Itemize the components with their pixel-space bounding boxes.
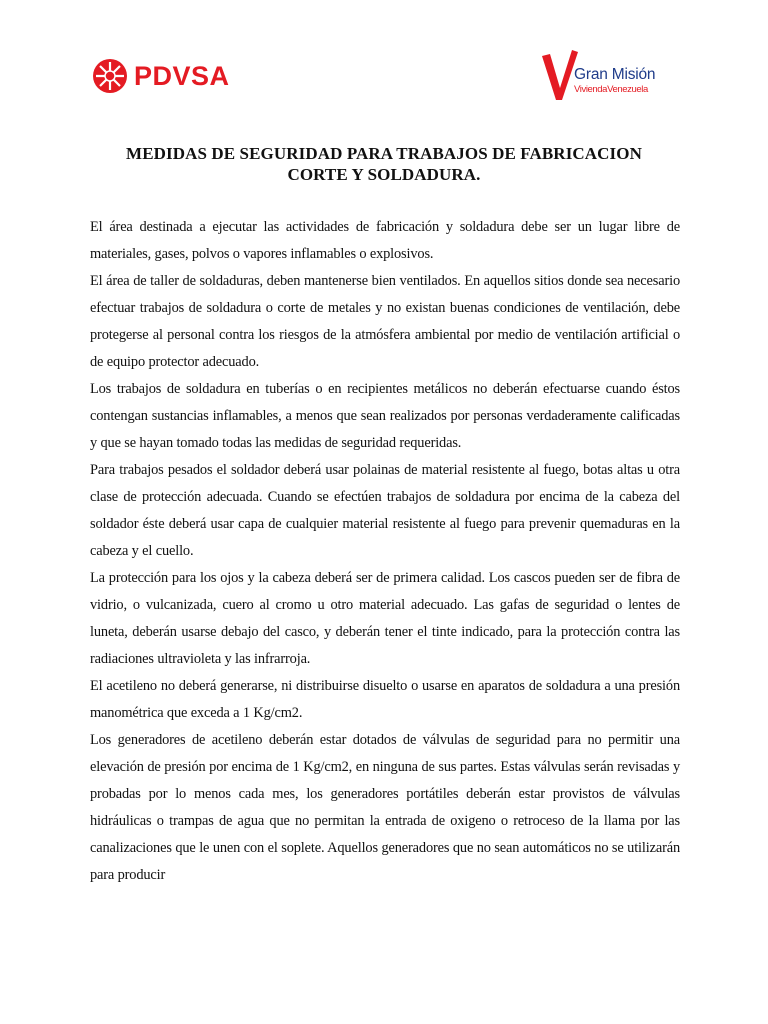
paragraph-2: El área de taller de soldaduras, deben mantenerse bien ventilados. En aquellos sitios donde sea necesario efectuar trabajos de soldadura o corte de metales y no existan buenas condiciones de ventilación, debe protegerse al personal contra los riesgos de la atmósfera ambiental por medio de ventilación artificial o de equipo protector adecuado. <box>90 273 680 370</box>
document-body <box>90 214 680 889</box>
paragraph-6: El acetileno no deberá generarse, ni distribuirse disuelto o usarse en aparatos de soldadura a una presión manométrica que exceda a 1 Kg/cm2. <box>90 678 680 721</box>
gran-mision-title: Gran Misión <box>574 66 656 83</box>
paragraph-1: El área destinada a ejecutar las actividades de fabricación y soldadura debe ser un lugar libre de materiales, gases, polvos o vapores inflamables o explosivos. <box>90 219 680 262</box>
paragraph-4: Para trabajos pesados el soldador deberá usar polainas de material resistente al fuego, botas altas u otra clase de protección adecuada. Cuando se efectúen trabajos de soldadura por encima de la cabeza del soldador éste deberá usar capa de cualquier material resistente al fuego para prevenir quemaduras en la cabeza y el cuello. <box>90 462 680 559</box>
document-title-line-2: CORTE Y SOLDADURA. <box>287 165 481 184</box>
gran-mision-logo <box>540 48 680 104</box>
document-title <box>90 143 678 185</box>
paragraph-3: Los trabajos de soldadura en tuberías o en recipientes metálicos no deberán efectuarse cuando éstos contengan sustancias inflamables, a menos que sean realizados por personas verdaderamente calificadas y que se hayan tomado todas las medidas de seguridad requeridas. <box>90 381 680 451</box>
paragraph-5: La protección para los ojos y la cabeza deberá ser de primera calidad. Los cascos pueden ser de fibra de vidrio, o vulcanizada, cuero al cromo u otro material adecuado. Las gafas de seguridad o lentes de luneta, deberán usarse debajo del casco, y deberán tener el tinte indicado, para la protección contra las radiaciones ultravioleta y las infrarroja. <box>90 570 680 667</box>
pdvsa-sun-icon <box>92 58 128 94</box>
pdvsa-logo <box>92 56 230 96</box>
gran-mision-subtitle: ViviendaVenezuela <box>574 84 648 95</box>
document-title-line-1: MEDIDAS DE SEGURIDAD PARA TRABAJOS DE FABRICACION <box>126 144 642 163</box>
pdvsa-wordmark: PDVSA <box>134 60 230 91</box>
paragraph-7: Los generadores de acetileno deberán estar dotados de válvulas de seguridad para no permitir una elevación de presión por encima de 1 Kg/cm2, en ninguna de sus partes. Estas válvulas serán revisadas y probadas por lo menos cada mes, los generadores portátiles deberán estar provistos de válvulas hidráulicas o trampas de agua que no permitan la entrada de oxigeno o retroceso de la llama por las canalizaciones que le unen con el soplete. Aquellos generadores que no sean automáticos no se utilizarán para producir <box>90 732 680 883</box>
